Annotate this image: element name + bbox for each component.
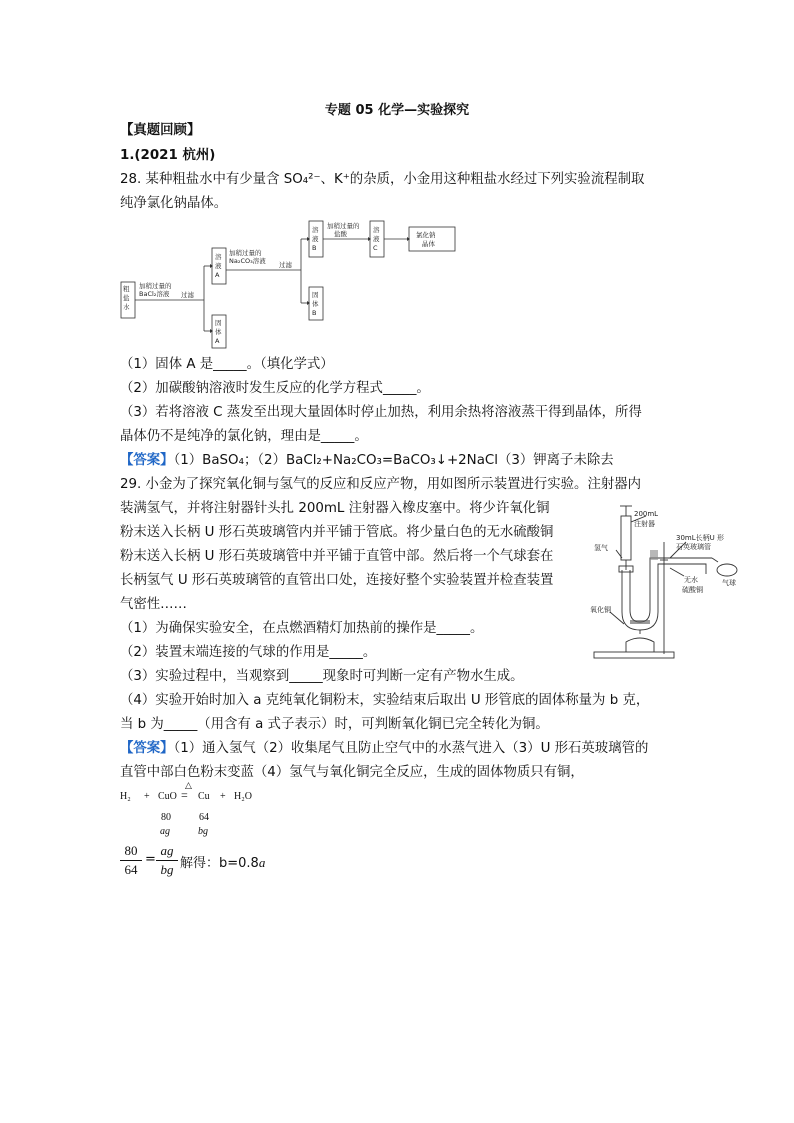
cuso4-powder (650, 550, 658, 560)
flow-product-1: 氯化钠 (416, 231, 436, 239)
flow-add2: 加稍过量的 (229, 249, 262, 257)
q29-part2: （2）装置末端连接的气球的作用是_____。 (120, 645, 377, 660)
flow-sol-b-2: 液 (312, 235, 319, 243)
flow-sol-b-1: 溶 (312, 226, 319, 234)
eq-h2: H₂ (120, 791, 131, 802)
q29-part1: （1）为确保实验安全，在点燃酒精灯加热前的操作是_____。 (120, 621, 484, 636)
spirit-lamp (626, 638, 654, 652)
flow-product-2: 晶体 (422, 240, 435, 248)
flow-sol-c-2: 液 (373, 235, 380, 243)
eq-cu: Cu (198, 791, 210, 802)
ratio-bar1 (120, 860, 142, 861)
balloon (717, 564, 737, 576)
flow-add3b: 盐酸 (334, 230, 347, 238)
eq-ag: ag (160, 826, 170, 837)
ratio-den2: bg (160, 862, 174, 877)
q28-answer-text: （1）BaSO₄；（2）BaCl₂+Na₂CO₃=BaCO₃↓+2NaCl（3）钾离子未除去 (173, 453, 614, 468)
eq-mass-cu: 64 (199, 812, 209, 823)
page-title: 专题 05 化学—实验探究 (324, 103, 470, 118)
section-heading: 【真题回顾】 (120, 123, 201, 138)
flow-sol-a-3: A (215, 271, 220, 279)
flow-add3: 加稍过量的 (327, 222, 360, 230)
q29-part3: （3）实验过程中，当观察到_____现象时可判断一定有产物水生成。 (120, 669, 524, 684)
label-cuso4-b: 硫酸铜 (682, 586, 703, 594)
flow-solid-a-1: 固 (215, 319, 222, 327)
flow-sol-a-2: 液 (215, 262, 222, 270)
label-syringe-volume: 200mL (634, 510, 659, 518)
eq-plus1: + (144, 791, 150, 802)
eq-heat: △ (185, 780, 192, 790)
ratio-equals: = (145, 852, 156, 867)
q28-stem-line2: 纯净氯化钠晶体。 (120, 196, 228, 211)
flow-solid-a-3: A (215, 337, 220, 345)
q29-apparatus-figure (586, 502, 746, 662)
ratio-num2: ag (160, 843, 174, 858)
label-cuso4-a: 无水 (684, 576, 698, 584)
flow-sol-b-3: B (312, 244, 317, 252)
q29-line3: 粉末送入长柄 U 形石英玻璃管内并平铺于管底。将少量白色的无水硫酸铜 (120, 525, 554, 540)
q29-part4-line1: （4）实验开始时加入 a 克纯氧化铜粉末，实验结束后取出 U 形管底的固体称量为 b 克， (120, 693, 650, 708)
flow-add1b: BaCl₂溶液 (139, 290, 170, 298)
source-label: 1.(2021 杭州) (120, 148, 216, 163)
q29-answer-text2: 直管中部白色粉末变蓝（4）氢气与氧化铜完全反应，生成的固体物质只有铜， (120, 765, 584, 780)
ratio-num1: 80 (124, 843, 138, 858)
flow-start-1: 粗 (123, 285, 130, 293)
eq-bg: bg (198, 826, 208, 837)
ratio-var: a (258, 855, 266, 870)
eq-h2o: H₂O (234, 791, 252, 802)
ratio-solution (180, 852, 265, 871)
q28-part3-line1: （3）若将溶液 C 蒸发至出现大量固体时停止加热，利用余热将溶液蒸干得到晶体，所得 (120, 405, 642, 420)
ratio-den1: 64 (124, 862, 138, 877)
ratio-bar2 (156, 860, 178, 861)
flow-solid-b-1: 固 (312, 291, 319, 299)
flow-add1: 加稍过量的 (139, 282, 172, 290)
q28-part2: （2）加碳酸钠溶液时发生反应的化学方程式_____。 (120, 381, 430, 396)
flow-sol-c-1: 溶 (373, 226, 380, 234)
label-hydrogen: 氢气 (594, 544, 608, 552)
q29-part4-line2: 当 b 为_____（用含有 a 式子表示）时，可判断氧化铜已完全转化为铜。 (120, 717, 549, 732)
eq-plus2: + (220, 791, 226, 802)
q28-answer-row (120, 452, 614, 470)
flow-solid-b-2: 体 (312, 300, 319, 308)
q28-flowchart (119, 217, 469, 350)
eq-equals: = (181, 788, 188, 802)
syringe-barrel (621, 516, 631, 560)
q29-answer-row (120, 740, 648, 758)
q29-answer-text1: （1）通入氢气（2）收集尾气且防止空气中的水蒸气进入（3）U 形石英玻璃管的 (173, 741, 649, 756)
flow-filter2: 过滤 (279, 261, 292, 269)
flow-filter1: 过滤 (181, 291, 194, 299)
q29-line2: 装满氢气，并将注射器针头扎 200mL 注射器入橡皮塞中。将少许氧化铜 (120, 501, 550, 516)
label-cuo: 氧化铜 (590, 606, 611, 614)
label-syringe: 注射器 (634, 520, 655, 528)
stand-base (594, 652, 674, 658)
flow-start-2: 盐 (123, 294, 130, 302)
eq-mass-cuo: 80 (161, 812, 171, 823)
ratio-solve-text: 解得：b=0.8 (180, 856, 259, 871)
eq-cuo: CuO (158, 791, 177, 802)
flow-sol-a-1: 溶 (215, 253, 222, 261)
label-tube2: 石英玻璃管 (676, 543, 711, 551)
label-tube: 30mL长柄U 形 (676, 534, 724, 542)
q29-line5: 长柄氢气 U 形石英玻璃管的直管出口处，连接好整个实验装置并检查装置 (120, 573, 554, 588)
q28-stem-line1: 28. 某种粗盐水中有少量含 SO₄²⁻、K⁺的杂质，小金用这种粗盐水经过下列实验流程制取 (120, 172, 645, 187)
answer-label: 【答案】 (120, 741, 174, 756)
answer-label: 【答案】 (120, 453, 174, 468)
cuo-powder (630, 620, 650, 624)
flow-sol-c-3: C (373, 244, 378, 252)
flow-solid-b-3: B (312, 309, 317, 317)
flow-solid-a-2: 体 (215, 328, 222, 336)
q28-part1: （1）固体 A 是_____。（填化学式） (120, 357, 334, 372)
flow-add2b: Na₂CO₃溶液 (229, 257, 266, 265)
q29-line6: 气密性…… (120, 597, 187, 612)
q29-line4: 粉末送入长柄 U 形石英玻璃管中并平铺于直管中部。然后将一个气球套在 (120, 549, 554, 564)
label-balloon: 气球 (722, 579, 736, 587)
flow-start-3: 水 (123, 303, 130, 311)
q28-part3-line2: 晶体仍不是纯净的氯化钠，理由是_____。 (120, 429, 368, 444)
q29-line1: 29. 小金为了探究氧化铜与氢气的反应和反应产物，用如图所示装置进行实验。注射器内 (120, 477, 642, 492)
